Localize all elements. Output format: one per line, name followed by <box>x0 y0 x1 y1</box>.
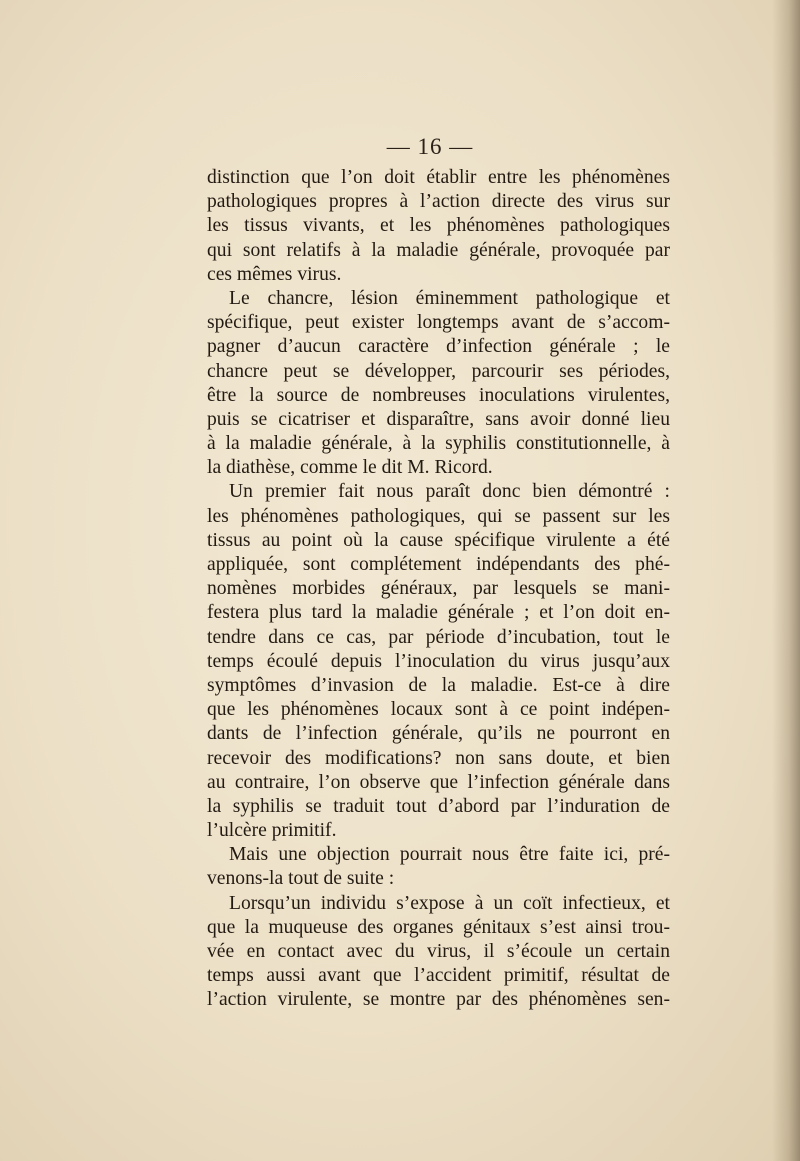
body-text <box>207 166 670 1013</box>
text-line: symptômes d’invasion de la maladie. Est-ce à dire <box>207 674 670 696</box>
page-edge-shadow <box>772 0 800 1161</box>
text-line: nomènes morbides généraux, par lesquels se mani- <box>207 578 670 600</box>
text-line: festera plus tard la maladie générale ; et l’on doit en- <box>207 602 670 624</box>
paragraph-first-line: Le chancre, lésion éminemment pathologique et <box>229 287 670 309</box>
paragraph-first-line: Lorsqu’un individu s’expose à un coït infectieux, et <box>229 892 670 914</box>
text-line: venons-la tout de suite : <box>207 868 395 890</box>
text-line: tissus au point où la cause spécifique virulente a été <box>207 529 670 551</box>
text-line: que la muqueuse des organes génitaux s’est ainsi trou- <box>207 916 670 938</box>
text-line: chancre peut se développer, parcourir ses périodes, <box>207 360 670 382</box>
page-number: — 16 — <box>386 134 474 159</box>
text-line: distinction que l’on doit établir entre les phénomènes <box>207 167 670 188</box>
text-line: recevoir des modifications? non sans doute, et bien <box>207 747 670 769</box>
text-line: la diathèse, comme le dit M. Ricord. <box>207 457 493 479</box>
text-line: temps aussi avant que l’accident primitif, résultat de <box>207 965 670 987</box>
text-line: puis se cicatriser et disparaître, sans avoir donné lieu <box>207 408 670 430</box>
text-line: ces mêmes virus. <box>207 263 342 285</box>
text-line: les phénomènes pathologiques, qui se passent sur les <box>207 505 670 527</box>
text-line: qui sont relatifs à la maladie générale, provoquée par <box>207 239 670 261</box>
text-line: temps écoulé depuis l’inoculation du virus jusqu’aux <box>207 650 670 672</box>
text-line: les tissus vivants, et les phénomènes pathologiques <box>207 215 670 237</box>
text-line: spécifique, peut exister longtemps avant de s’accom- <box>207 312 670 334</box>
text-line: que les phénomènes locaux sont à ce point indépen- <box>207 699 670 721</box>
paragraph-first-line: Mais une objection pourrait nous être faite ici, pré- <box>229 844 670 866</box>
text-line: l’action virulente, se montre par des phénomènes sen- <box>207 989 670 1011</box>
text-line: être la source de nombreuses inoculations virulentes, <box>207 384 670 406</box>
text-line: au contraire, l’on observe que l’infection générale dans <box>207 771 670 793</box>
text-line: tendre dans ce cas, par période d’incubation, tout le <box>207 626 670 648</box>
text-line: à la maladie générale, à la syphilis constitutionnelle, à <box>207 433 670 455</box>
text-line: vée en contact avec du virus, il s’écoule un certain <box>207 941 670 962</box>
text-line: appliquée, sont complétement indépendants des phé- <box>207 554 670 575</box>
text-line: la syphilis se traduit tout d’abord par l’induration de <box>207 795 670 817</box>
text-line: pathologiques propres à l’action directe des virus sur <box>207 191 670 213</box>
text-line: pagner d’aucun caractère d’infection générale ; le <box>207 336 670 358</box>
paragraph-first-line: Un premier fait nous paraît donc bien démontré : <box>229 481 670 503</box>
text-line: dants de l’infection générale, qu’ils ne pourront en <box>207 723 670 745</box>
text-line: l’ulcère primitif. <box>207 820 337 842</box>
